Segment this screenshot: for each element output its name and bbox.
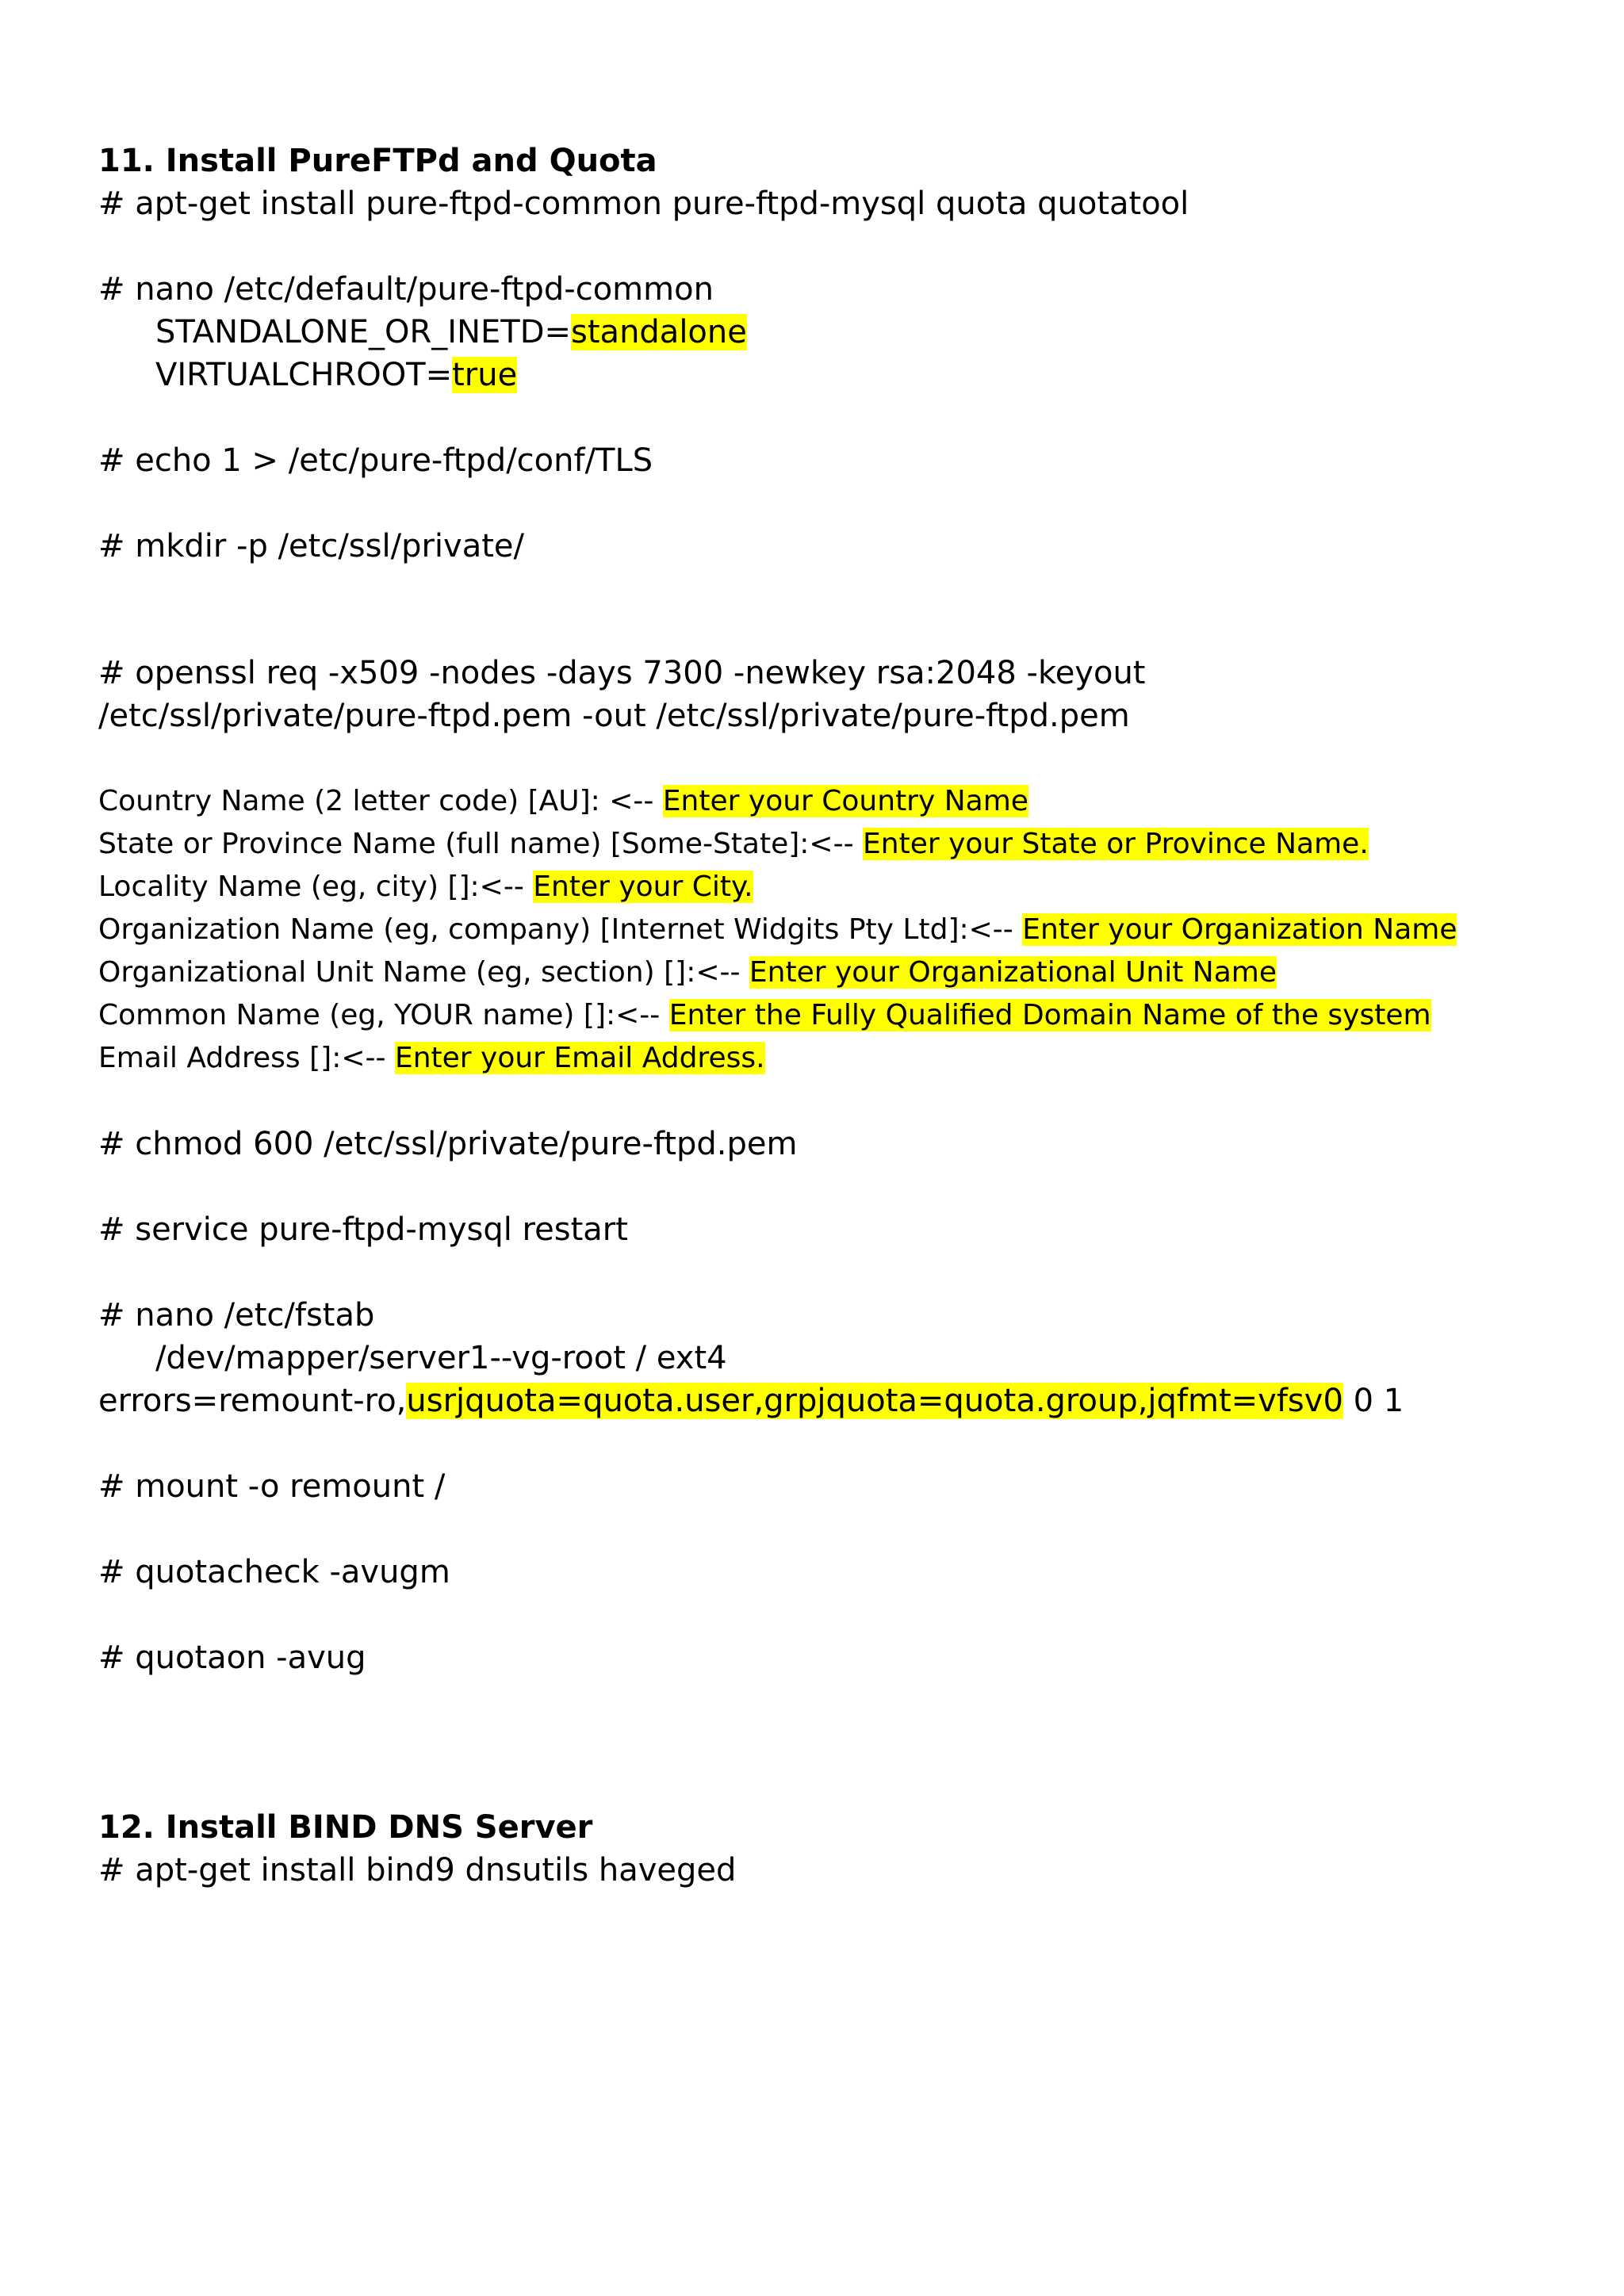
cmd-openssl-line-1: # openssl req -x509 -nodes -days 7300 -newkey rsa:2048 -keyout	[98, 655, 1146, 691]
prompt-answer: Enter your Email Address.	[394, 1042, 765, 1074]
prompt-answer: Enter your City.	[533, 871, 753, 903]
cmd-mkdir: # mkdir -p /etc/ssl/private/	[98, 528, 524, 564]
cmd-openssl-line-2: /etc/ssl/private/pure-ftpd.pem -out /etc/ssl/private/pure-ftpd.pem	[98, 698, 1130, 734]
prompt-line	[98, 909, 1457, 951]
config-standalone-key: STANDALONE_OR_INETD=	[155, 314, 572, 350]
prompt-answer: Enter your Organizational Unit Name	[749, 956, 1277, 989]
fstab-quota-options: usrjquota=quota.user,grpjquota=quota.group,jqfmt=vfsv0	[406, 1383, 1343, 1419]
cmd-service-restart: # service pure-ftpd-mysql restart	[98, 1211, 628, 1248]
prompt-answer: Enter your Country Name	[662, 785, 1028, 817]
prompt-text: Organization Name (eg, company) [Internet Widgits Pty Ltd]:<--	[98, 913, 1023, 946]
section-11-heading: 11. Install PureFTPd and Quota	[98, 143, 657, 179]
fstab-line-2	[98, 1380, 1404, 1422]
fstab-options-prefix: errors=remount-ro,	[98, 1383, 407, 1419]
cmd-nano-fstab: # nano /etc/fstab	[98, 1297, 375, 1334]
cmd-nano-default: # nano /etc/default/pure-ftpd-common	[98, 271, 714, 308]
prompt-text: Organizational Unit Name (eg, section) []:<--	[98, 956, 749, 989]
section-12-heading: 12. Install BIND DNS Server	[98, 1809, 593, 1846]
prompt-line	[98, 1037, 765, 1080]
cmd-quotacheck: # quotacheck -avugm	[98, 1554, 450, 1590]
prompt-text: Locality Name (eg, city) []:<--	[98, 871, 534, 903]
prompt-text: Email Address []:<--	[98, 1042, 395, 1074]
config-virtualchroot-line	[155, 354, 517, 396]
cmd-apt-get-pureftpd: # apt-get install pure-ftpd-common pure-ftpd-mysql quota quotatool	[98, 186, 1189, 222]
config-virtualchroot-value: true	[452, 357, 518, 393]
prompt-line	[98, 866, 753, 909]
prompt-answer: Enter your Organization Name	[1022, 913, 1457, 946]
prompt-answer: Enter the Fully Qualified Domain Name of the system	[668, 999, 1431, 1031]
prompt-text: Country Name (2 letter code) [AU]: <--	[98, 785, 663, 817]
config-virtualchroot-key: VIRTUALCHROOT=	[155, 357, 453, 393]
fstab-line-1: /dev/mapper/server1--vg-root / ext4	[155, 1340, 727, 1376]
cmd-chmod: # chmod 600 /etc/ssl/private/pure-ftpd.pem	[98, 1126, 798, 1162]
prompt-answer: Enter your State or Province Name.	[863, 828, 1369, 860]
prompt-text: Common Name (eg, YOUR name) []:<--	[98, 999, 669, 1031]
prompt-text: State or Province Name (full name) [Some-State]:<--	[98, 828, 864, 860]
fstab-options-suffix: 0 1	[1342, 1383, 1404, 1419]
cmd-mount-remount: # mount -o remount /	[98, 1468, 446, 1505]
cmd-apt-get-bind: # apt-get install bind9 dnsutils haveged	[98, 1852, 737, 1888]
cmd-echo-tls: # echo 1 > /etc/pure-ftpd/conf/TLS	[98, 442, 653, 479]
cmd-quotaon: # quotaon -avug	[98, 1640, 366, 1676]
prompt-line	[98, 951, 1277, 994]
prompt-line	[98, 994, 1431, 1037]
prompt-line	[98, 780, 1028, 823]
prompt-line	[98, 823, 1369, 866]
config-standalone-value: standalone	[571, 314, 747, 350]
config-standalone-line	[155, 311, 747, 354]
